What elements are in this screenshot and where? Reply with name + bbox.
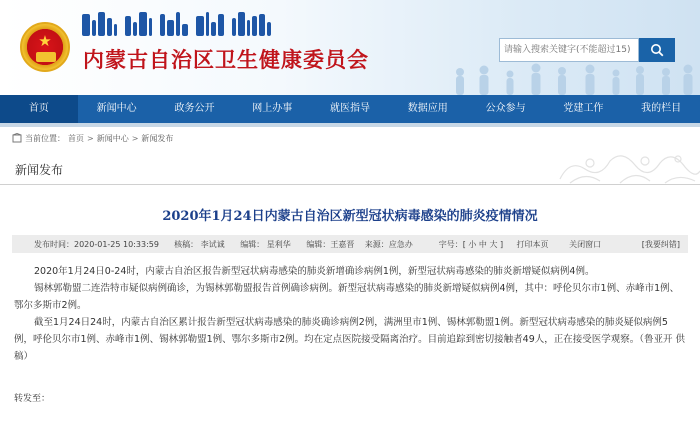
- publish-time: 发布时间：2020-01-25 10:33:59: [34, 239, 159, 249]
- nav-item-online-services[interactable]: 网上办事: [252, 103, 293, 114]
- breadcrumb-lead: 当前位置：: [25, 133, 65, 143]
- breadcrumb-separator: >: [87, 133, 94, 143]
- site-header: [0, 0, 700, 95]
- article-body: [14, 263, 686, 365]
- site-title: 内蒙古自治区卫生健康委员会: [83, 48, 369, 72]
- reviewer: 核稿： 李试诚: [174, 239, 225, 249]
- location-icon: [12, 133, 22, 143]
- decorative-pattern-icon: [550, 151, 700, 185]
- nav-item-medical-guide[interactable]: 就医指导: [330, 103, 371, 114]
- nav-item-data-applications[interactable]: 数据应用: [407, 103, 448, 114]
- article-paragraph: 锡林郭勒盟二连浩特市疑似病例确诊，为锡林郭勒盟报告首例确诊病例。新型冠状病毒感染的肺炎新增疑似病例4例，其中：呼伦贝尔市1例、赤峰市1例、鄂尔多斯市2例。: [14, 283, 680, 311]
- breadcrumb: [0, 127, 700, 149]
- breadcrumb-news-center[interactable]: 新闻中心: [96, 133, 129, 143]
- nav-item-public-participation[interactable]: 公众参与: [485, 103, 526, 114]
- main-navigation: [0, 95, 700, 123]
- article-meta-bar: [12, 235, 688, 253]
- editor: 编辑： 星利华: [240, 239, 291, 249]
- font-size-selector[interactable]: 字号：[ 小 中 大 ]: [438, 239, 504, 249]
- search-icon: [650, 43, 664, 57]
- forward-to-label: 转发至：: [14, 394, 51, 404]
- search-button[interactable]: [639, 38, 675, 62]
- section-title: 新闻发布: [15, 163, 64, 177]
- breadcrumb-news-release[interactable]: 新闻发布: [141, 133, 174, 143]
- author: 编辑：王嘉晋: [306, 239, 355, 249]
- search-input[interactable]: [499, 38, 639, 62]
- nav-item-home[interactable]: 首页: [0, 95, 78, 123]
- article-paragraph: 2020年1月24日0-24时，内蒙古自治区报告新型冠状病毒感染的肺炎新增确诊病例1例，新型冠状病毒感染的肺炎新增疑似病例4例。: [34, 266, 595, 277]
- article-title: 2020年1月24日内蒙古自治区新型冠状病毒感染的肺炎疫情情况: [162, 209, 538, 224]
- report-error-link[interactable]: [我要纠错]: [641, 239, 680, 249]
- people-silhouette-decoration: [440, 62, 700, 95]
- section-header: [0, 151, 700, 185]
- nav-item-government-affairs[interactable]: 政务公开: [174, 103, 215, 114]
- breadcrumb-home[interactable]: 首页: [68, 133, 84, 143]
- breadcrumb-separator: >: [131, 133, 139, 143]
- national-emblem-icon: ★: [20, 22, 70, 72]
- mongolian-script-logo: [82, 10, 382, 36]
- nav-item-party-building[interactable]: 党建工作: [563, 103, 604, 114]
- article-paragraph: 截至1月24日24时，内蒙古自治区累计报告新型冠状病毒感染的肺炎确诊病例2例，满洲里市1例、锡林郭勒盟1例。新型冠状病毒感染的肺炎疑似病例5例，呼伦贝尔市1例、赤峰市1例、锡林郭勒盟1例、鄂尔多斯市2例。均在定点医院接受隔离治疗。目前追踪到密切接触者49人，正在接受医学观察。（鲁亚开 供稿）: [14, 317, 686, 362]
- nav-item-my-columns[interactable]: 我的栏目: [641, 103, 682, 114]
- source: 来源：应急办: [364, 239, 413, 249]
- print-page-button[interactable]: 打印本页: [516, 239, 549, 249]
- close-window-button[interactable]: 关闭窗口: [569, 239, 602, 249]
- nav-item-news-center[interactable]: 新闻中心: [96, 103, 137, 114]
